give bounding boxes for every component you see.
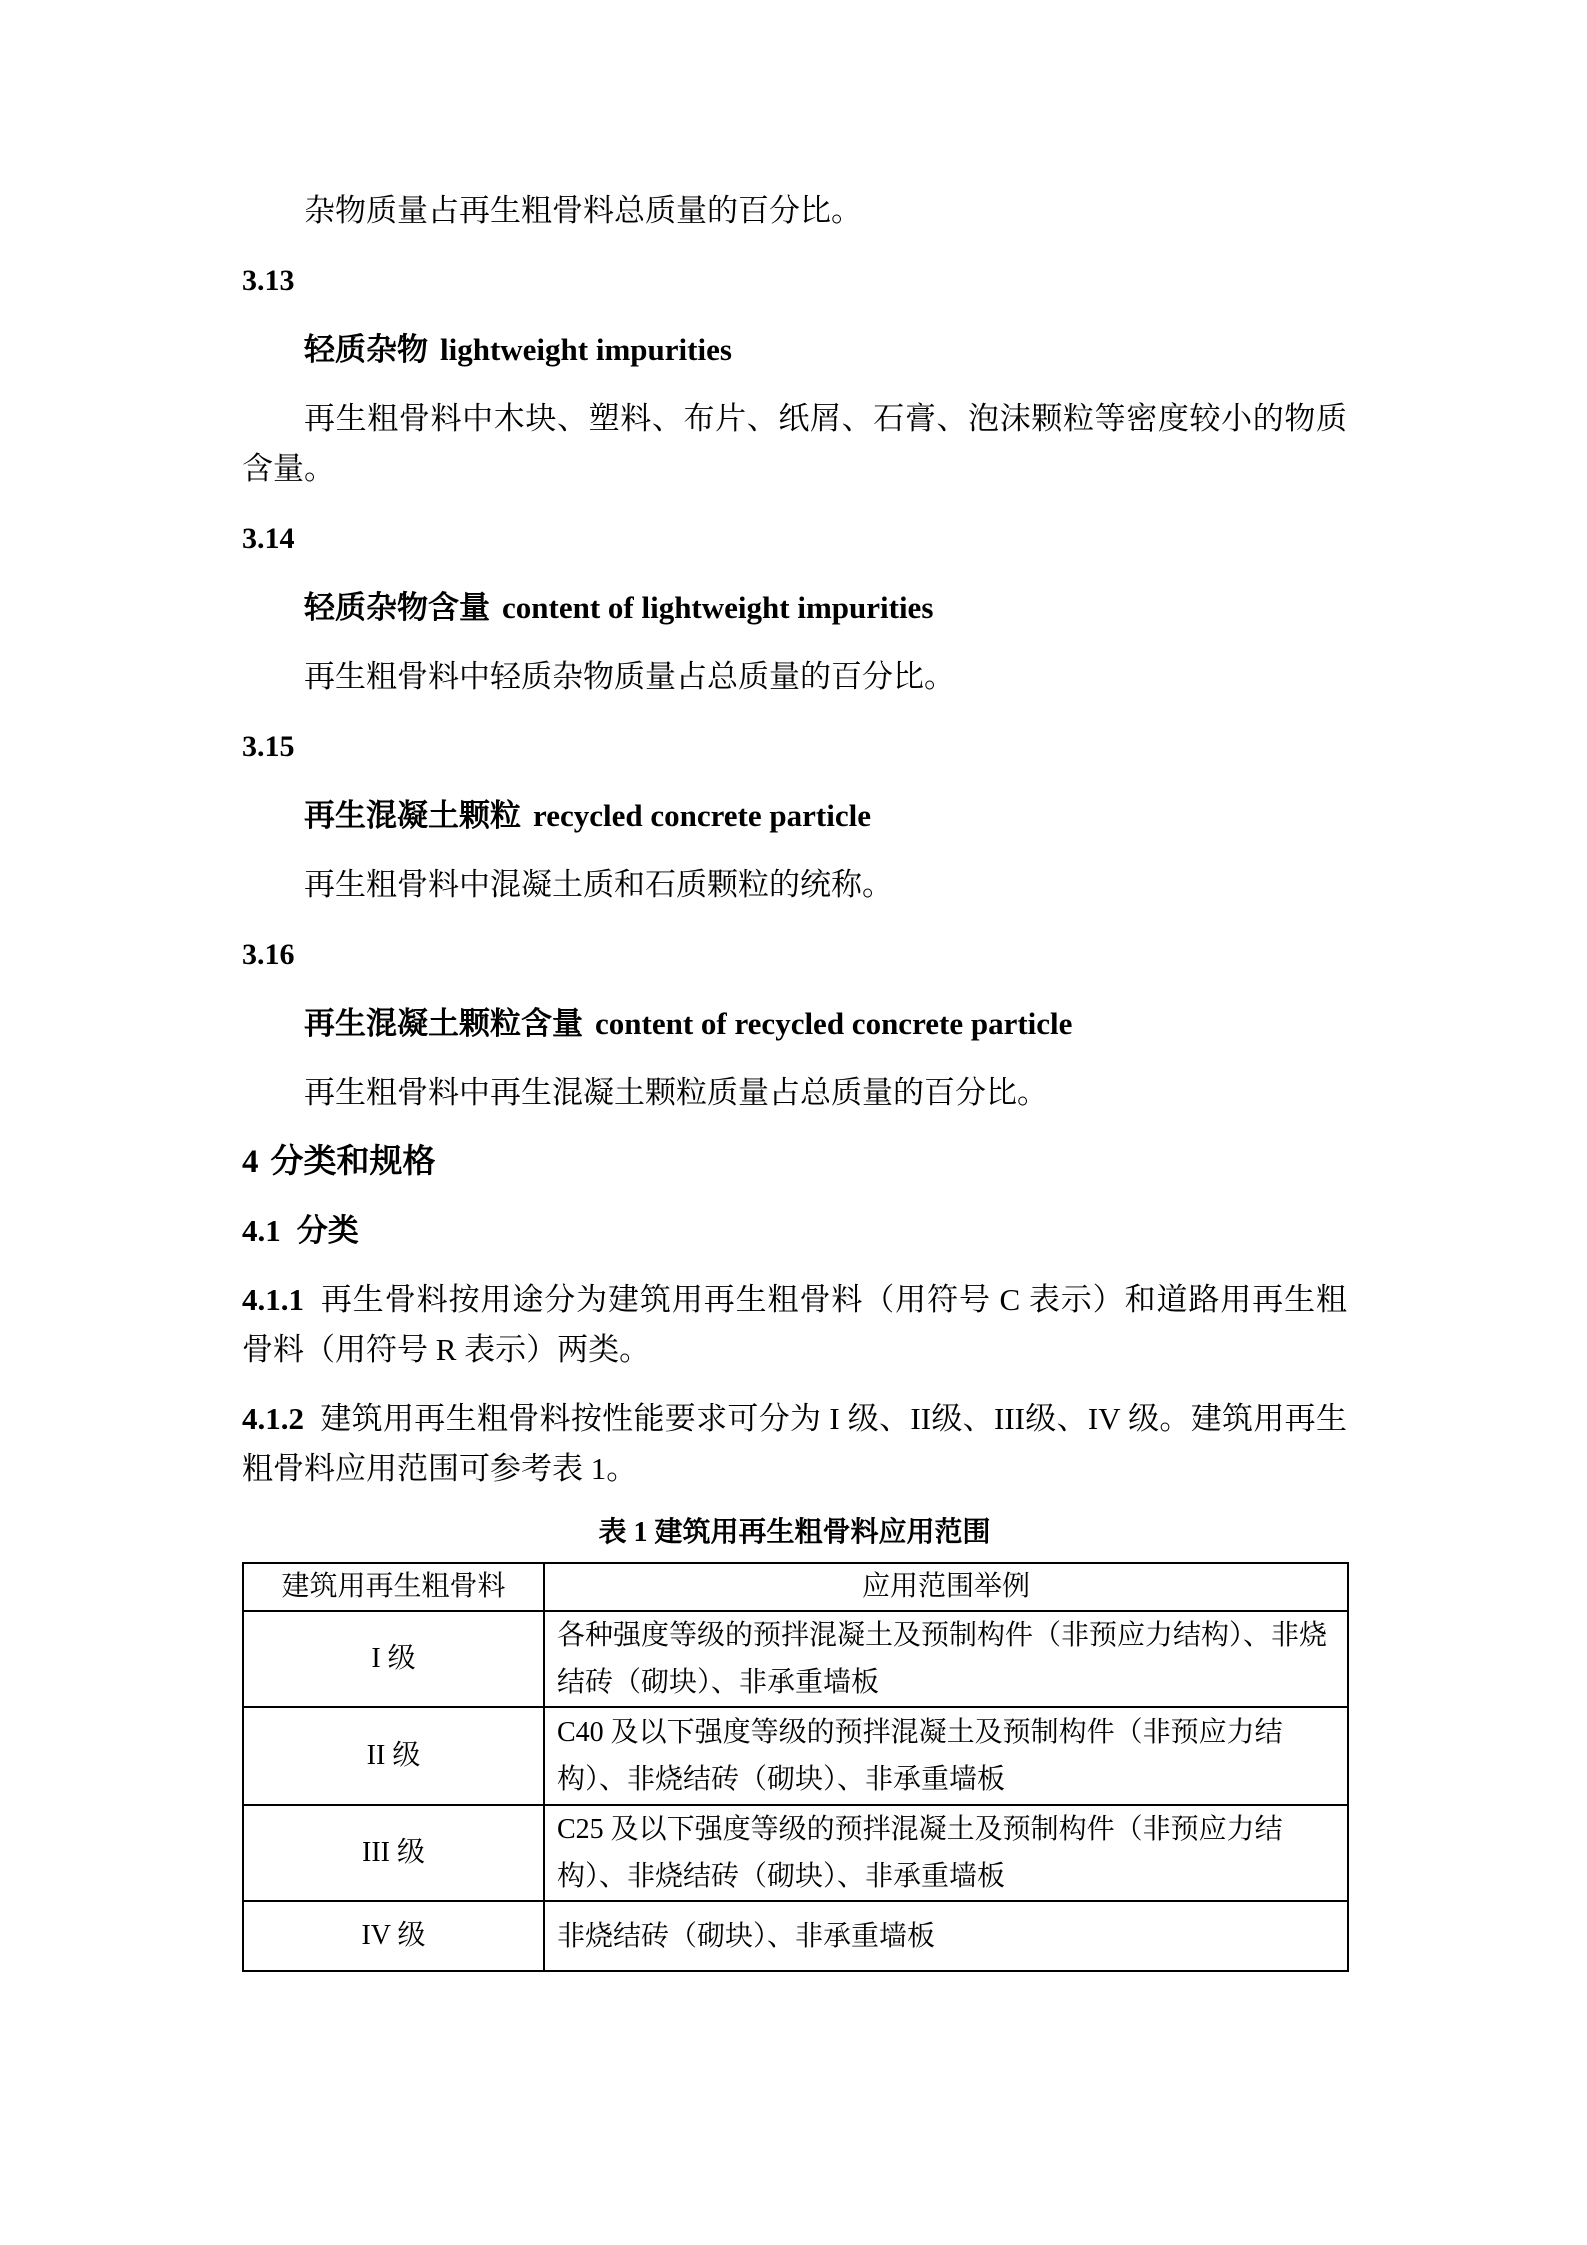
header-cell-scope: 应用范围举例 xyxy=(544,1563,1348,1611)
term-en: lightweight impurities xyxy=(440,332,732,367)
term-heading-3-15 xyxy=(242,791,1347,841)
table-row xyxy=(243,1901,1348,1971)
section-number-3-13 xyxy=(242,255,1347,306)
grade-cell: II 级 xyxy=(243,1707,544,1805)
clause-text: 建筑用再生粗骨料按性能要求可分为 I 级、II级、III级、IV 级。建筑用再生粗骨料应用范围可参考表 1。 xyxy=(242,1401,1347,1486)
term-zh: 轻质杂物含量 xyxy=(304,590,490,625)
term-heading-3-13 xyxy=(242,325,1347,375)
section-number-3-14 xyxy=(242,513,1347,564)
term-heading-3-16 xyxy=(242,999,1347,1049)
term-en: content of lightweight impurities xyxy=(502,590,934,625)
term-zh: 再生混凝土颗粒 xyxy=(304,798,521,833)
scope-cell: 各种强度等级的预拌混凝土及预制构件（非预应力结构）、非烧结砖（砌块）、非承重墙板 xyxy=(544,1611,1348,1707)
grade-cell: IV 级 xyxy=(243,1901,544,1971)
clause-4-1-2 xyxy=(242,1394,1347,1494)
section-number: 3.14 xyxy=(242,522,295,555)
scope-cell: C40 及以下强度等级的预拌混凝土及预制构件（非预应力结构）、非烧结砖（砌块）、非承重墙板 xyxy=(544,1707,1348,1805)
term-zh: 再生混凝土颗粒含量 xyxy=(304,1006,583,1041)
section-number-3-15 xyxy=(242,721,1347,772)
definition-paragraph-3-13: 再生粗骨料中木块、塑料、布片、纸屑、石膏、泡沫颗粒等密度较小的物质含量。 xyxy=(242,401,1347,486)
table-row xyxy=(243,1805,1348,1901)
section-number: 3.16 xyxy=(242,938,295,971)
clause-number: 4.1.1 xyxy=(242,1282,304,1317)
chapter-heading xyxy=(242,1137,1347,1187)
scope-cell: 非烧结砖（砌块）、非承重墙板 xyxy=(544,1901,1348,1971)
chapter-number: 4 xyxy=(242,1144,259,1180)
clause-4-1-1 xyxy=(242,1275,1347,1375)
clause-number: 4.1.2 xyxy=(242,1401,304,1436)
definition-paragraph-3-16: 再生粗骨料中再生混凝土颗粒质量占总质量的百分比。 xyxy=(304,1075,1048,1110)
grade-cell: III 级 xyxy=(243,1805,544,1901)
term-heading-3-14 xyxy=(242,583,1347,633)
definition-paragraph-3-15: 再生粗骨料中混凝土质和石质颗粒的统称。 xyxy=(304,867,893,902)
section-number-3-16 xyxy=(242,929,1347,980)
subsection-title: 分类 xyxy=(296,1213,359,1248)
grade-cell: I 级 xyxy=(243,1611,544,1707)
term-en: content of recycled concrete particle xyxy=(595,1006,1073,1041)
subsection-number: 4.1 xyxy=(242,1213,281,1248)
subsection-heading xyxy=(242,1206,1347,1256)
clause-text: 再生骨料按用途分为建筑用再生粗骨料（用符号 C 表示）和道路用再生粗骨料（用符号 R 表示）两类。 xyxy=(242,1282,1347,1367)
section-number: 3.13 xyxy=(242,264,295,297)
applications-table xyxy=(242,1562,1349,1972)
table-header-row xyxy=(243,1563,1348,1611)
definition-continuation: 杂物质量占再生粗骨料总质量的百分比。 xyxy=(304,193,862,228)
definition-paragraph-3-14: 再生粗骨料中轻质杂物质量占总质量的百分比。 xyxy=(304,659,955,694)
term-en: recycled concrete particle xyxy=(533,798,871,833)
table-row xyxy=(243,1707,1348,1805)
section-number: 3.15 xyxy=(242,730,295,763)
table-caption: 表 1 建筑用再生粗骨料应用范围 xyxy=(598,1517,991,1548)
chapter-title: 分类和规格 xyxy=(270,1144,436,1180)
header-cell-grade: 建筑用再生粗骨料 xyxy=(243,1563,544,1611)
table-row xyxy=(243,1611,1348,1707)
term-zh: 轻质杂物 xyxy=(304,332,428,367)
scope-cell: C25 及以下强度等级的预拌混凝土及预制构件（非预应力结构）、非烧结砖（砌块）、非承重墙板 xyxy=(544,1805,1348,1901)
